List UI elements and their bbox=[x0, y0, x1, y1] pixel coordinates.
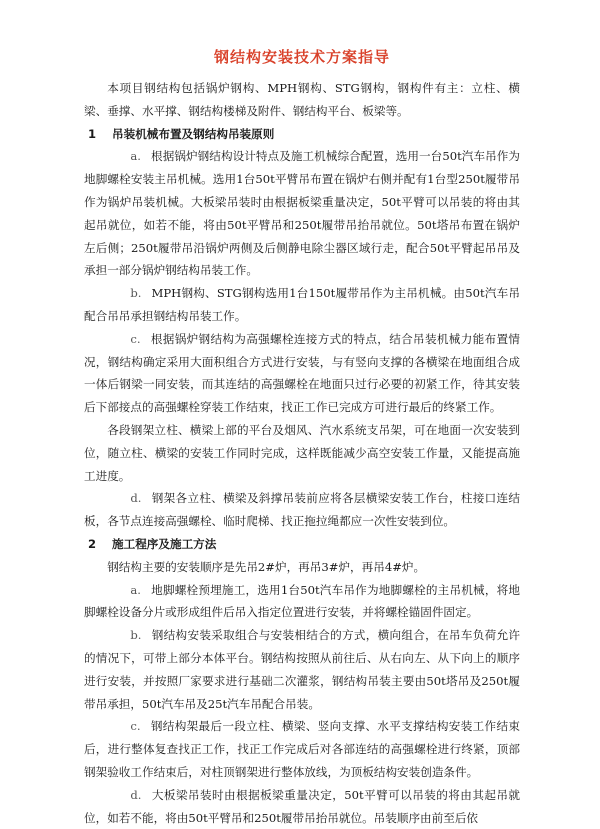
item-marker: a. bbox=[130, 149, 141, 164]
section-2-item-b bbox=[84, 624, 520, 715]
item-text: 根据锅炉钢结构设计特点及施工机械综合配置，选用一台50t汽车吊作为地脚螺栓安装主吊机械。选用1台50t平臂吊布置在锅炉右侧并配有1台型250t履带吊作为锅炉吊装机械。大板梁吊装时由根据板梁重量决定，50t平臂可以吊装的将由其起吊就位，如若不能，将由50t平臂吊和250t履带吊抬吊就位。50t塔吊布置在锅炉左后侧；250t履带吊沿锅炉两侧及后侧静电除尘器区域行走，配合50t平臂起吊吊及承担一部分锅炉钢结构吊装工作。 bbox=[84, 149, 520, 278]
section-2-item-c bbox=[84, 715, 520, 783]
section-1-number: 1 bbox=[88, 126, 97, 141]
item-text: 地脚螺栓预埋施工，选用1台50t汽车吊作为地脚螺栓的主吊机械，将地脚螺栓设备分片或形成组件后吊入指定位置进行安装，并将螺栓锚固件固定。 bbox=[84, 582, 520, 620]
item-text: 各段钢架立柱、横梁上部的平台及烟风、汽水系统支吊架，可在地面一次安装到位，随立柱、横梁的安装工作同时完成，这样既能减少高空安装工作量，又能提高施工进度。 bbox=[84, 422, 520, 483]
section-2-title: 施工程序及施工方法 bbox=[112, 536, 217, 551]
document-title: 钢结构安装技术方案指导 bbox=[213, 48, 390, 66]
item-text: 钢架各立柱、横梁及斜撑吊装前应将各层横梁安装工作台，柱接口连结板，各节点连接高强螺栓、临时爬梯、找正拖拉绳都应一次性安装到位。 bbox=[84, 491, 520, 529]
section-1-item-b bbox=[84, 282, 520, 328]
section-1-heading bbox=[84, 123, 520, 146]
intro-paragraph: 本项目钢结构包括锅炉钢构、MPH钢构、STG钢构，钢构件有主：立柱、横梁、垂撑、水平撑、钢结构楼梯及附件、钢结构平台、板梁等。 bbox=[84, 81, 520, 118]
item-marker: d. bbox=[130, 491, 142, 506]
section-2-heading bbox=[84, 533, 520, 556]
item-text: 大板梁吊装时由根据板梁重量决定，50t平臂可以吊装的将由其起吊就位，如若不能，将由50t平臂吊和250t履带吊抬吊就位。吊装顺序由前至后依 bbox=[84, 787, 520, 825]
item-marker: a. bbox=[130, 582, 141, 597]
section-1-title: 吊装机械布置及钢结构吊装原则 bbox=[112, 126, 275, 141]
section-2-lead: 钢结构主要的安装顺序是先吊2#炉，再吊3#炉，再吊4#炉。 bbox=[107, 559, 426, 574]
item-text: 钢结构安装采取组合与安装相结合的方式，横向组合，在吊车负荷允许的情况下，可带上部分本体平台。钢结构按照从前往后、从右向左、从下向上的顺序进行安装，并按照厂家要求进行基础二次灌浆，钢结构吊装主要由50t塔吊及250t履带吊承担，50t汽车吊及25t汽车吊配合吊装。 bbox=[84, 628, 520, 711]
item-marker: b. bbox=[130, 286, 142, 301]
section-2-item-d bbox=[84, 784, 520, 829]
item-marker: d. bbox=[130, 787, 142, 802]
item-text: 钢结构架最后一段立柱、横梁、竖向支撑、水平支撑结构安装工作结束后，进行整体复查找正工作，找正工作完成后对各部连结的高强螺栓进行终紧，顶部钢架验收工作结束后，对柱顶钢架进行整体放线，为顶板结构安装创造条件。 bbox=[84, 719, 520, 779]
item-marker: b. bbox=[130, 628, 142, 643]
item-marker: c. bbox=[130, 719, 141, 734]
section-2-item-a bbox=[84, 579, 520, 625]
section-1-paragraph bbox=[84, 419, 520, 487]
section-1-item-a bbox=[84, 145, 520, 282]
item-text: MPH钢构、STG钢构选用1台150t履带吊作为主吊机械。由50t汽车吊配合吊吊承担钢结构吊装工作。 bbox=[84, 286, 520, 323]
section-1-item-d bbox=[84, 487, 520, 533]
item-marker: c. bbox=[130, 331, 141, 346]
item-text: 根据锅炉钢结构为高强螺栓连接方式的特点，结合吊装机械力能布置情况，钢结构确定采用大面积组合方式进行安装，与有竖向支撑的各横梁在地面组合成一体后钢梁一同安装，而其连结的高强螺栓在地面只过行必要的初紧工作，待其安装后下部接点的高强螺栓穿装工作结束，找正工作已完成方可进行最后的终紧工作。 bbox=[84, 331, 520, 415]
section-2-number: 2 bbox=[88, 536, 97, 551]
section-1-item-c bbox=[84, 328, 520, 419]
